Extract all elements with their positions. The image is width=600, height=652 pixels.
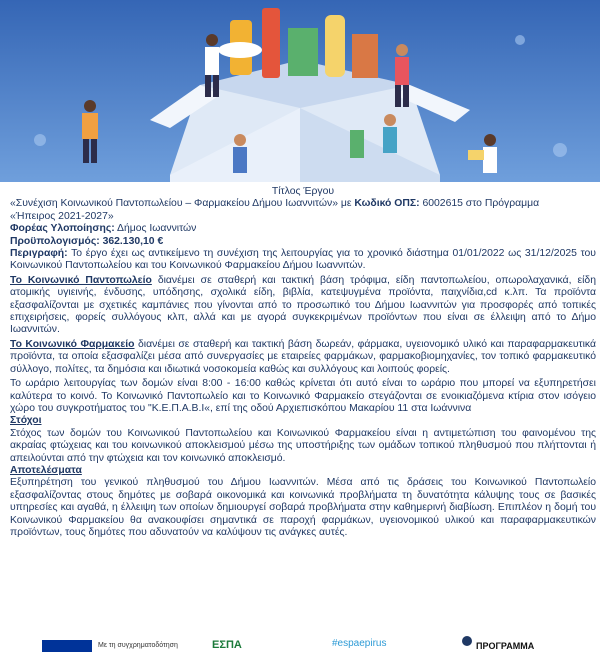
- program-logo-text: ΠΡΟΓΡΑΜΜΑ: [476, 641, 535, 651]
- grocery-text: διανέμει σε σταθερή και τακτική βάση τρόφιμα, είδη παντοπωλείου, οπωρολαχανικά, είδη ατομικής υγιεινής, ένδυσης, υπόδησης, σχολικά είδη, βιβλία, κατεψυγμένα προϊόντα, παιχνίδια,cd κ.λπ. Τα προϊόντα εξασφαλίζονται με σχετικές καμπάνιες που γίνονται από το προσωπικό του Δήμου Ιωαννιτών για προσφορές από τοπικές επιχειρήσεις, φορείς συλλόγους κλπ, αλλά και με αγορά συγκεκριμένων προϊόντων που είναι σε έλλειψη από το Δήμο Ιωαννιτών.: [10, 274, 596, 336]
- title-label: [10, 186, 596, 198]
- hero-illustration: [0, 0, 600, 182]
- goals-text: Στόχος των δομών του Κοινωνικού Παντοπωλείου και Κοινωνικού Φαρμακείου είναι η αντιμετώπιση του φαινομένου της ακραίας φτώχειας και του κοινωνικού αποκλεισμού μέσω της υποστήριξης των ομάδων τοπικού πληθυσμού που πλήττονται ή απειλούνται από την φτώχεια και τον κοινωνικό αποκλεισμό.: [10, 427, 596, 464]
- program-name: «Ήπειρος 2021-2027»: [10, 210, 114, 222]
- hours-text: Το ωράριο λειτουργίας των δομών είναι 8:00 - 16:00 καθώς κρίνεται ότι αυτό είναι το ωράριο που μπορεί να εξυπηρετήσει καλύτερα το κοινό. Το Κοινωνικό Παντοπωλείο και το Κοινωνικό Φαρμακείο στεγάζονται σε ενοικιαζόμενα κτίρια στον ισόγειο χώρο του συγκροτήματος του "Κ.Ε.Π.Α.Β.Ι«, επί της οδού Αρχιεπισκόπου Μακαρίου 11 στα Ιωάννινα: [10, 378, 596, 414]
- description: [10, 248, 596, 273]
- goals-paragraph: [10, 428, 596, 465]
- description-label: Περιγραφή:: [10, 248, 68, 260]
- results-text: Εξυπηρέτηση του γενικού πληθυσμού του Δήμου Ιωαννιτών. Μέσα από τις δράσεις του Κοινωνικού Παντοπωλείο εξασφαλίζοντας στους δημότες με σοβαρά οικονομικά και κοινωνικά προβλήματα τη δυνατότητα κάλυψης τους σε βασικές υπηρεσίες και αγαθά, η έλλειψη των οποίων δημιουργεί σοβαρά προβλήματα στην καθημερινή διαβίωση. Επιπλέον η δομή του Κοινωνικού Φαρμακείου θα ανακουφίσει σημαντικά σε παροχή φαρμάκων, υγειονομικού υλικού και παραφαρμακευτικών προϊόντων, τους δημότες που αδυνατούν να καλύψουν τις ανάγκες αυτές.: [10, 477, 596, 538]
- ops-code-label: Κωδικό ΟΠΣ:: [354, 198, 420, 210]
- implementing-body-label: Φορέας Υλοποίησης:: [10, 223, 115, 235]
- project-title: «Συνέχιση Κοινωνικού Παντοπωλείου – Φαρμακείου Δήμου Ιωαννιτών» με: [10, 198, 355, 210]
- ops-code-value: 6002615 στο Πρόγραμμα: [419, 198, 540, 210]
- grocery-paragraph: [10, 275, 596, 337]
- results-heading-text: Αποτελέσματα: [10, 464, 82, 476]
- goals-heading-text: Στόχοι: [10, 415, 42, 427]
- pharmacy-text: διανέμει σε σταθερή και τακτική βάση δωρεάν, φάρμακα, υγειονομικό υλικό και παραφαρμακευτικά προϊόντα, τα οποία εξασφαλίζει μέσα από συνεργασίες με εταιρείες φαρμάκων, φαρμακοβιομηχανίες, τον τοπικό φαρμακευτικό σύλλογο, πολίτες, τα δημόσια και ιδιωτικά νοσοκομεία καθώς και συλλόγους και λοιπούς φορείς.: [10, 338, 596, 375]
- results-heading: [10, 465, 596, 477]
- espa-logo: ΕΣΠΑ: [212, 639, 242, 651]
- implementing-body: [10, 223, 596, 235]
- goals-heading: [10, 415, 596, 427]
- implementing-body-value: Δήμος Ιωαννιτών: [114, 223, 197, 235]
- hashtag-link[interactable]: #espaepirus: [332, 638, 387, 649]
- project-description: [10, 186, 596, 539]
- budget-label: Προϋπολογισμός:: [10, 235, 100, 247]
- results-paragraph: [10, 477, 596, 539]
- title-line: [10, 198, 596, 223]
- program-logo-icon: [462, 636, 472, 646]
- funding-logos: [0, 636, 600, 650]
- grocery-label: Το Κοινωνικό Παντοπωλείο: [10, 274, 152, 286]
- eu-flag-icon: [42, 640, 92, 652]
- budget: [10, 236, 596, 248]
- hours-paragraph: [10, 378, 596, 415]
- pharmacy-label: Το Κοινωνικό Φαρμακείο: [10, 338, 135, 350]
- description-text: Το έργο έχει ως αντικείμενο τη συνέχιση της λειτουργίας για το χρονικό διάστημα 01/01/2022 ως 31/12/2025 του Κοινωνικού Παντοπωλείου και του Κοινωνικού Φαρμακείου Δήμου Ιωαννιτών.: [10, 248, 596, 272]
- eu-cofunding-text: Με τη συγχρηματοδότηση: [98, 642, 178, 649]
- budget-value: 362.130,10 €: [99, 235, 164, 247]
- donation-box-illustration: [0, 0, 600, 182]
- pharmacy-paragraph: [10, 339, 596, 376]
- title-label-text: Τίτλος Έργου: [271, 186, 335, 197]
